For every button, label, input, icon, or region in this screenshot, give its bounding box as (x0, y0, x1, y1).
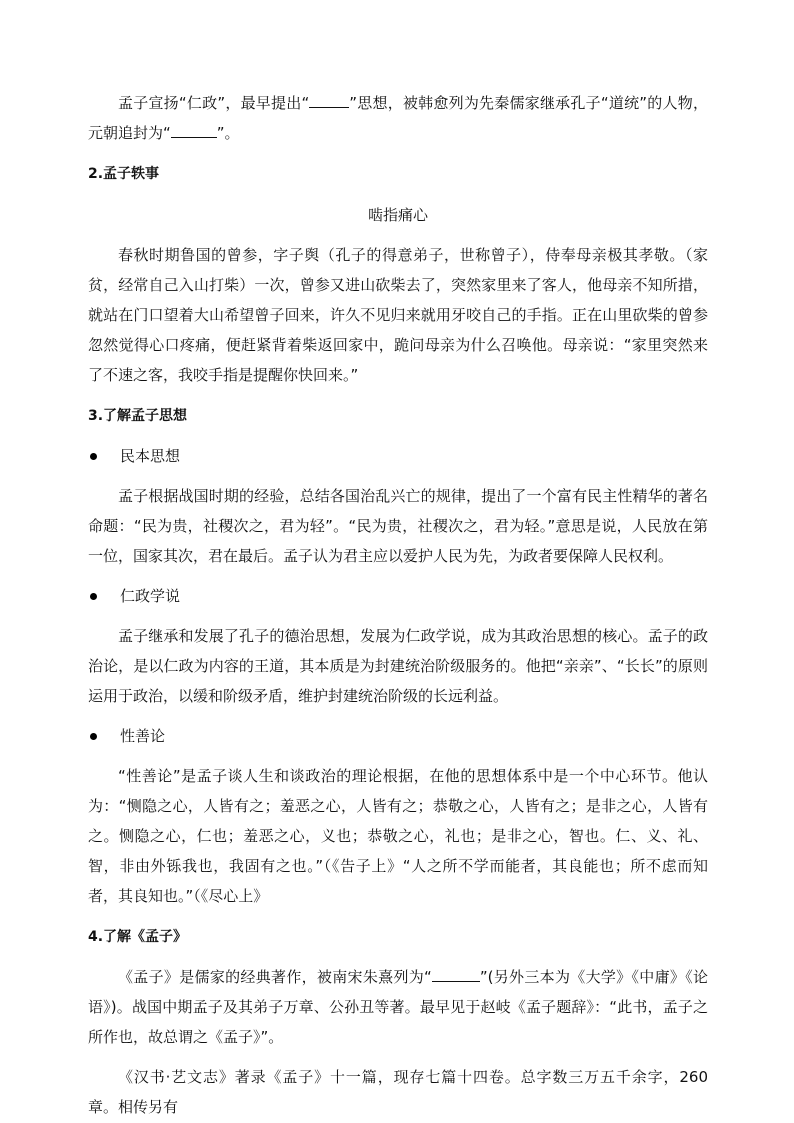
bullet-label: 仁政学说 (120, 587, 181, 605)
bullet-label: 性善论 (120, 727, 166, 745)
book-paragraph-1 (88, 962, 708, 1052)
heading-anecdotes: 2.孟子轶事 (88, 166, 160, 182)
bullet-label: 民本思想 (120, 447, 181, 465)
story-title: 啮指痛心 (367, 206, 428, 224)
bullet-dot-icon (90, 733, 97, 740)
thought-paragraph: 孟子继承和发展了孔子的德治思想，发展为仁政学说，成为其政治思想的核心。孟子的政治论，是以仁政为内容的王道，其本质是为封建统治阶级服务的。他把“亲亲”、“长长”的原则运用于政治，以缓和阶级矛盾，维护封建统治阶级的长远利益。 (88, 627, 708, 705)
story-paragraph: 春秋时期鲁国的曾参，字子舆（孔子的得意弟子，世称曾子），侍奉母亲极其孝敬。（家贫，经常自己入山打柴）一次，曾参又进山砍柴去了，突然家里来了客人，他母亲不知所措，就站在门口望着大山希望曾子回来，许久不见归来就用牙咬自己的手指。正在山里砍柴的曾参忽然觉得心口疼痛，便赶紧背着柴返回家中，跪问母亲为什么召唤他。母亲说：“家里突然来了不速之客，我咬手指是提醒你快回来。” (88, 246, 708, 384)
document-body (88, 88, 708, 1122)
bullet-dot-icon (90, 593, 97, 600)
book-text-2: ”(另外三本为《大学》《中庸》《论语》)。战国中期孟子及其弟子万章、公孙丑等著。最早见于赵岐《孟子题辞》：“此书，孟子之所作也，故总谓之《孟子》”。 (88, 968, 708, 1046)
book-paragraph-2: 《汉书·艺文志》著录《孟子》十一篇，现存七篇十四卷。总字数三万五千余字，260 章。相传另有 (88, 1068, 708, 1116)
intro-paragraph (88, 88, 708, 148)
heading-book: 4.了解《孟子》 (88, 929, 188, 945)
blank-thought (309, 92, 349, 108)
book-text-1: 《孟子》是儒家的经典著作，被南宋朱熹列为“ (118, 968, 432, 986)
blank-title (171, 122, 217, 138)
bullet-item (88, 441, 708, 471)
intro-text-1: 孟子宣扬“仁政”，最早提出“ (118, 94, 310, 112)
bullet-dot-icon (90, 453, 97, 460)
blank-four-books (432, 966, 480, 982)
heading-thought: 3.了解孟子思想 (88, 408, 188, 424)
thought-paragraph: “性善论”是孟子谈人生和谈政治的理论根据，在他的思想体系中是一个中心环节。他认为：“恻隐之心，人皆有之；羞恶之心，人皆有之；恭敬之心，人皆有之；是非之心，人皆有之。恻隐之心，仁也；羞恶之心，义也；恭敬之心，礼也；是非之心，智也。仁、义、礼、智，非由外铄我也，我固有之也。”（《告子上》“人之所不学而能者，其良能也；所不虑而知者，其良知也。”（《尽心上》 (88, 767, 708, 905)
intro-text-3: ”。 (216, 124, 240, 142)
thought-paragraph: 孟子根据战国时期的经验，总结各国治乱兴亡的规律，提出了一个富有民主性精华的著名命题：“民为贵，社稷次之，君为轻”。“民为贵，社稷次之，君为轻。”意思是说，人民放在第一位，国家其次，君在最后。孟子认为君主应以爱护人民为先，为政者要保障人民权利。 (88, 487, 708, 565)
bullet-item (88, 721, 708, 751)
intro-text-2: ”思想，被韩愈列为先秦儒家继承孔子“道统”的人物，元朝追封为“ (88, 94, 708, 142)
bullet-item (88, 581, 708, 611)
